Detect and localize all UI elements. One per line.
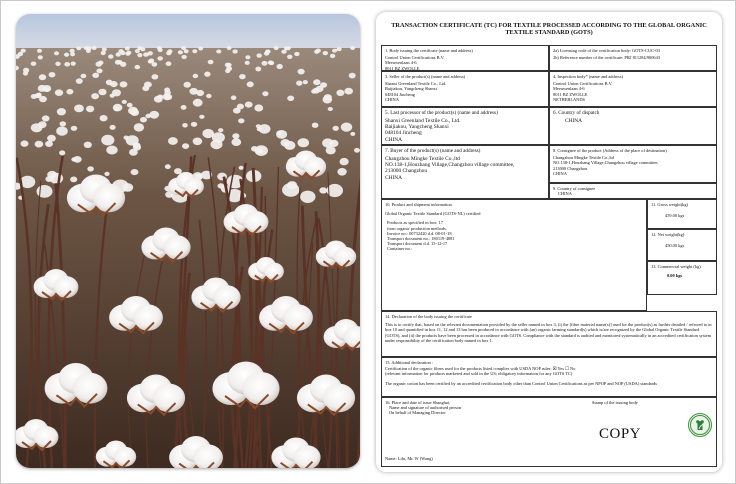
box-11-label: 11. Gross weight(kg) <box>651 202 689 207</box>
box-6-country-dispatch <box>549 107 717 145</box>
box-8-label: 8. Consignee of the product (Address of the place of destination) <box>553 148 667 153</box>
box-3-seller <box>381 71 549 107</box>
box-10-standard: Global Organic Textile Standard (GOTS-NL) certified <box>385 211 481 217</box>
box-6-label: 6. Country of dispatch <box>553 110 600 116</box>
box-4-label: 4. Inspection body* (name and address) <box>553 74 623 79</box>
cotton-field-photo <box>16 14 360 468</box>
box-15-additional-declaration <box>381 357 717 397</box>
box-13-commercial-weight <box>647 261 717 295</box>
transaction-certificate <box>376 12 722 472</box>
box-11-value: 459.00 kgs <box>665 213 685 219</box>
box-6-text: CHINA <box>565 118 583 124</box>
box-3-label: 3. Seller of the product(s) (name and address) <box>385 74 466 79</box>
box-5-last-processor <box>381 107 549 145</box>
copy-watermark: COPY <box>599 426 642 442</box>
box-5-label: 5. Last processor of the product(s) (name and address) <box>385 110 498 116</box>
box-7-text: Changzhou Mingke Textile Co.,ltd NO.138-1,Houzhang Village,Changzhou village committee, 213000 Changzhou CHINA <box>385 156 515 181</box>
box-9-country-destination <box>549 183 717 199</box>
box-16-label: 16. Place and date of issue Shanghai, <box>385 400 451 405</box>
box-8-consignee <box>549 145 717 183</box>
box-15-text: Certification of the organic fibres used for the products listed complies with USDA NOP rules: ☒ Yes ☐ No (relevant information for products marketed and sold in the US; obligatory information for any GOTS TC) <box>385 366 576 377</box>
box-2-license-code <box>549 45 717 71</box>
box-10-label: 10. Product and shipment information <box>385 202 452 207</box>
box-2b-text: 2b) Reference number of the certificate: PRJ 811284/900643 <box>553 55 661 61</box>
box-1-text: Control Union Certifications B.V. Meeuwenlaan 4-6 8011 BZ ZWOLLE <box>385 55 445 71</box>
box-12-label: 12. Net weight(kg) <box>651 232 685 237</box>
box-11-gross-weight <box>647 199 717 229</box>
box-13-value: 0.00 kgs <box>667 273 683 279</box>
box-5-text: Shanxi Greenland Textile Co., Ltd. Baijiakou, Yangcheng Shanxi 048104 Jincheng CHINA <box>385 118 461 143</box>
box-10-details: Products as specified in box: 17 from organic production methods. Invoice no.: 00732420 d.d. 08-01-18 Transport document no.: 180119-4881 Transport document d.d. 15-12-17 Container no.: <box>387 220 455 252</box>
stamp-label: Stamp of the issuing body <box>592 400 638 405</box>
box-15-note: The organic cotton has been certified by an accredited certification body other than Control Union Certifications as per NPOP and NOP (USDA) standards <box>385 380 657 386</box>
box-12-net-weight <box>647 229 717 261</box>
box-8-text: Changzhou Mingke Textile Co.,ltd NO.138-1,Houzhang Village,Changzhou village committee, 213000 Changzhou CHINA <box>553 155 659 176</box>
box-1-certification-body <box>381 45 549 71</box>
box-4-text: Control Union Certifications B.V. Meeuwenlaan 4-6 8011 BZ ZWOLLE NETHERLANDS <box>553 81 613 102</box>
box-14-text: This is to certify that, based on the relevant documentation provided by the seller named in box 3, (i) the [fibre material name(s)] used for the product(s) as further detailed / referred to in box 10 and quantified in box 11, 12 and 13 has been produced in accordance with (an) organic farming standard(s) which is/are recognized by the Global Organic Textile Standard (GOTS), and (ii) the products have been processed in accordance with GOTS. Compliance with the standard is audited and monitored systematically in an accredited certification system under responsibility of the certification body named in box 1. <box>385 322 712 343</box>
gots-logo-icon <box>688 413 712 437</box>
box-15-label: 15. Additional declaration : <box>385 360 434 365</box>
box-3-text: Shanxi Greenland Textile Co., Ltd. Baijiakou, Yangcheng Shanxi 048104 Jincheng CHINA <box>385 81 447 102</box>
box-14-declaration <box>381 311 717 357</box>
box-9-label: 9. Country of consignee <box>553 186 596 191</box>
box-13-label: 13. Commercial weight (kg) <box>651 264 701 269</box>
certificate-title: TRANSACTION CERTIFICATE (TC) FOR TEXTILE PROCESSED ACCORDING TO THE GLOBAL ORGANIC TEXTILE STANDARD (GOTS) <box>391 22 707 37</box>
box-16-place-and-date <box>381 397 717 467</box>
box-7-buyer <box>381 145 549 199</box>
box-14-label: 14. Declaration of the body issuing the certificate <box>385 314 472 319</box>
box-4-inspection-body <box>549 71 717 107</box>
box-9-text: CHINA <box>558 191 572 197</box>
box-12-value: 450.00 kgs <box>665 243 685 249</box>
box-2a-text: 2a) Licensing code of the certification body: GOTS-CUC-03 <box>553 48 660 53</box>
certificate-grid <box>381 45 717 469</box>
box-16-text: Name and signature of authorised person On behalf of Managing Director <box>389 405 462 416</box>
box-16-signer: Name: Lilu, Mr. W (Wang) <box>385 456 433 461</box>
box-10-product-info <box>381 199 647 311</box>
box-7-label: 7. Buyer of the product(s) (name and address) <box>385 148 481 154</box>
box-1-label: 1. Body issuing the certificate (name and address) <box>385 48 473 53</box>
